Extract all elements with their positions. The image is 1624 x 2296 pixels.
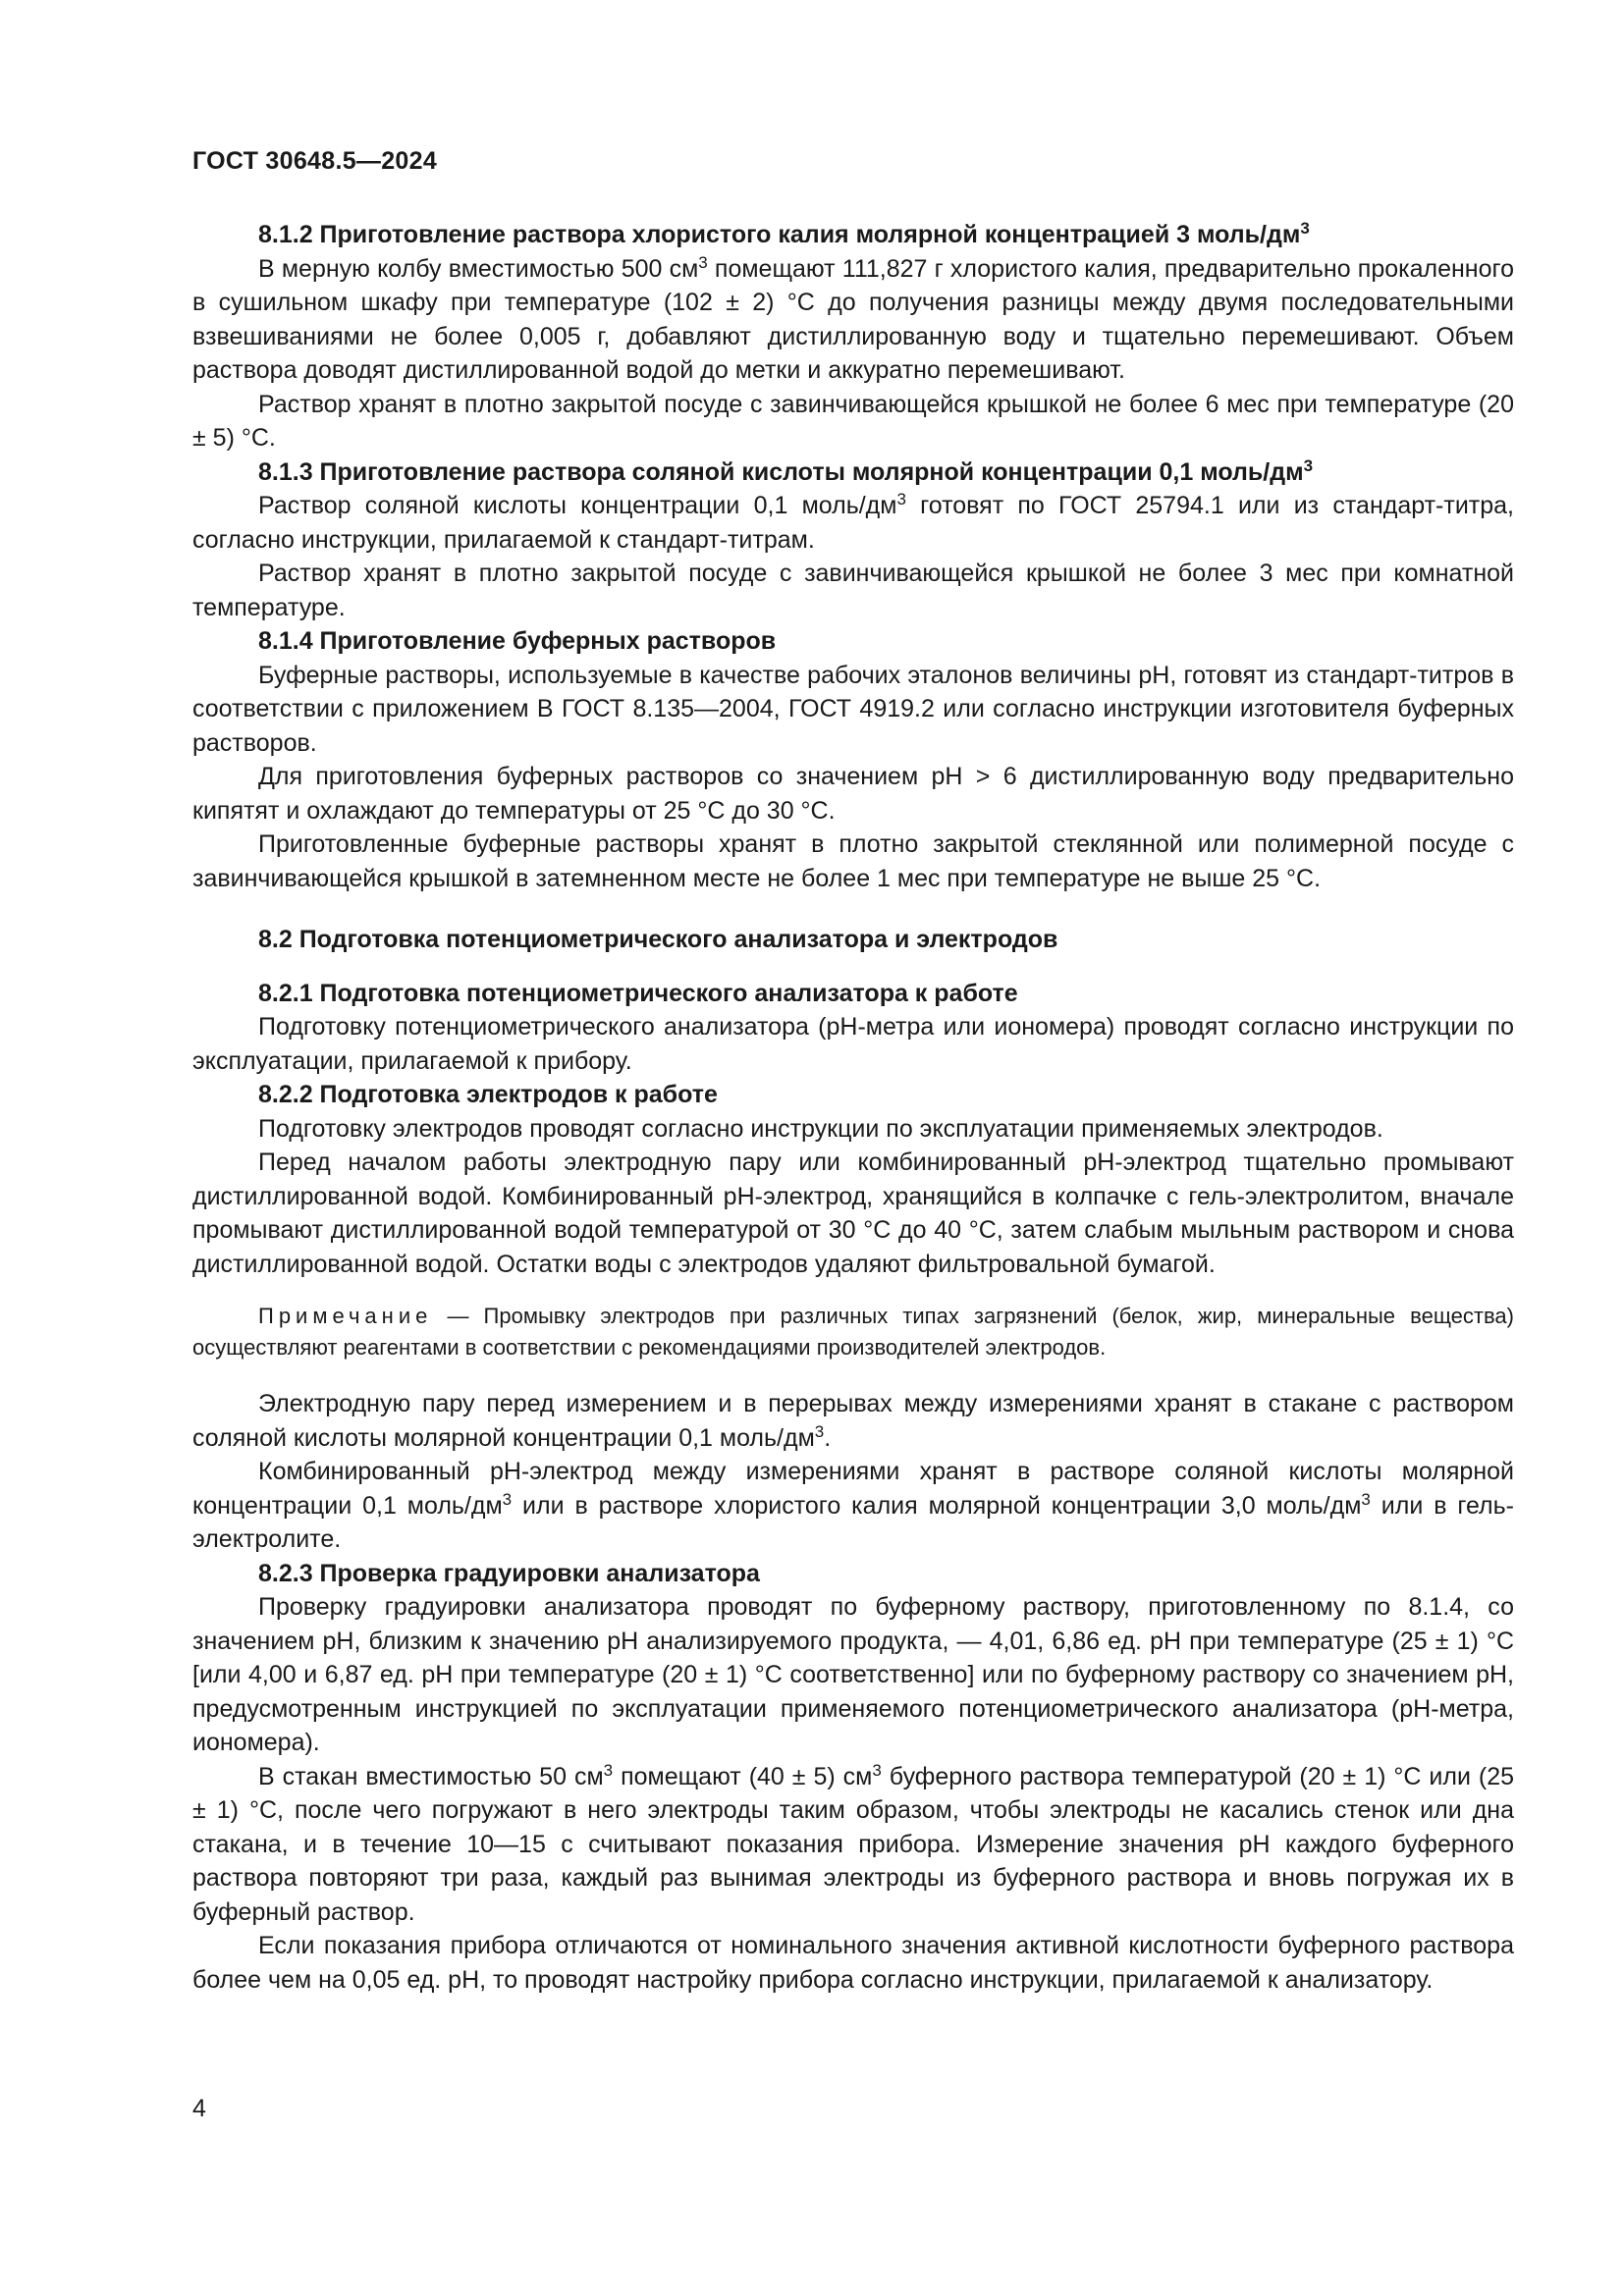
section-8-2-title: 8.2 Подготовка потенциометрического анализатора и электродов — [258, 926, 1058, 953]
document-code: ГОСТ 30648.5—2024 — [192, 147, 438, 175]
section-8-2-3-paragraph-3: Если показания прибора отличаются от номинального значения активной кислотности буферного раствора более чем на 0,05 ед. pH, то проводят настройку прибора согласно инструкции, прилагаемой к анализатору. — [192, 1932, 1514, 1994]
note-text: — Промывку электродов при различных типах загрязнений (белок, жир, минеральные вещества) осуществляют реагентами в соответствии с рекомендациями производителей электродов. — [192, 1304, 1514, 1360]
section-8-1-4-paragraph-3: Приготовленные буферные растворы хранят в плотно закрытой стеклянной или полимерной посуде с завинчивающейся крышкой в затемненном месте не более 1 мес при температуре не выше 25 °С. — [192, 830, 1514, 892]
section-8-1-4-paragraph-2: Для приготовления буферных растворов со значением pH > 6 дистиллированную воду предварительно кипятят и охлаждают до температуры от 25 °С до 30 °С. — [192, 763, 1514, 825]
section-8-2-1-title: 8.2.1 Подготовка потенциометрического анализатора к работе — [258, 979, 1018, 1007]
section-8-2-3-title: 8.2.3 Проверка градуировки анализатора — [258, 1559, 760, 1587]
section-8-2-3-paragraph-1: Проверку градуировки анализатора проводят по буферному раствору, приготовленному по 8.1.4, со значением pH, близким к значению pH анализируемого продукта, — 4,01, 6,86 ед. pH при температуре (25 ± 1) °С [или 4,00 и 6,87 ед. pH при температуре (20 ± 1) °С соответственно] или по буферному раствору со значением pH, предусмотренным инструкцией по эксплуатации применяемого потенциометрического анализатора (pH-метра, иономера). — [192, 1593, 1514, 1756]
note-label: Примечание — [258, 1304, 433, 1328]
section-8-1-2-paragraph-1: В мерную колбу вместимостью 500 $см^3$ помещают 111,827 г хлористого калия, предварительно прокаленного в сушильном шкафу при температуре (102 ± 2) °С до получения разницы между двумя последовательными взвешиваниями не более 0,005 г, добавляют дистиллированную воду и тщательно перемешивают. Объем раствора доводят дистиллированной водой до метки и аккуратно перемешивают. — [192, 252, 1514, 384]
section-8-2-1-paragraph-1: Подготовку потенциометрического анализатора (pH-метра или иономера) проводят согласно инструкции по эксплуатации, прилагаемой к прибору. — [192, 1013, 1514, 1075]
section-8-1-2-paragraph-2: Раствор хранят в плотно закрытой посуде с завинчивающейся крышкой не более 6 мес при температуре (20 ± 5) °С. — [192, 390, 1514, 452]
section-8-2-2-paragraph-3: Электродную пару перед измерением и в перерывах между измерениями хранят в стакане с раствором соляной кислоты молярной концентрации 0,1 моль/$дм^3$. — [192, 1390, 1514, 1452]
section-8-1-4-title: 8.1.4 Приготовление буферных растворов — [258, 627, 777, 655]
section-8-2-2-note — [192, 1301, 1514, 1363]
section-8-2-2-paragraph-4: Комбинированный pH-электрод между измерениями хранят в растворе соляной кислоты молярной концентрации 0,1 моль/$дм^3$ или в растворе хлористого калия молярной концентрации 3,0 моль/$дм^3$ или в гель-электролите. — [192, 1458, 1514, 1553]
section-8-2-2-paragraph-1: Подготовку электродов проводят согласно инструкции по эксплуатации применяемых электродов. — [258, 1114, 1383, 1143]
page-number: 4 — [192, 2095, 206, 2122]
section-8-2-2-paragraph-2: Перед началом работы электродную пару или комбинированный pH-электрод тщательно промывают дистиллированной водой. Комбинированный pH-электрод, хранящийся в колпачке с гель-электролитом, вначале промывают дистиллированной водой температурой от 30 °С до 40 °С, затем слабым мыльным раствором и снова дистиллированной водой. Остатки воды с электродов удаляют фильтровальной бумагой. — [192, 1148, 1514, 1278]
document-body — [192, 218, 1514, 1997]
section-8-1-2-title: 8.1.2 Приготовление раствора хлористого калия молярной концентрацией 3 моль/$дм^3$ — [258, 219, 1310, 248]
section-8-2-2-title: 8.2.2 Подготовка электродов к работе — [258, 1081, 718, 1108]
section-8-1-3-paragraph-2: Раствор хранят в плотно закрытой посуде с завинчивающейся крышкой не более 3 мес при комнатной температуре. — [192, 560, 1514, 621]
section-8-1-3-title: 8.1.3 Приготовление раствора соляной кислоты молярной концентрации 0,1 моль/$дм^3$ — [258, 455, 1314, 486]
section-8-2-3-paragraph-2: В стакан вместимостью 50 $см^3$ помещают (40 ± 5) $см^3$ буферного раствора температурой (20 ± 1) °С или (25 ± 1) °С, после чего погружают в него электроды таким образом, чтобы электроды не касались стенок или дна стакана, и в течение 10—15 с считывают показания прибора. Измерение значения pH каждого буферного раствора повторяют три раза, каждый раз вынимая электроды из буферного раствора и вновь погружая их в буферный раствор. — [192, 1760, 1515, 1926]
section-8-1-3-paragraph-1: Раствор соляной кислоты концентрации 0,1 моль/$дм^3$ готовят по ГОСТ 25794.1 или из стандарт-титра, согласно инструкции, прилагаемой к стандарт-титрам. — [192, 490, 1514, 554]
section-8-1-4-paragraph-1: Буферные растворы, используемые в качестве рабочих эталонов величины pH, готовят из стандарт-титров в соответствии с приложением В ГОСТ 8.135—2004, ГОСТ 4919.2 или согласно инструкции изготовителя буферных растворов. — [192, 661, 1514, 757]
